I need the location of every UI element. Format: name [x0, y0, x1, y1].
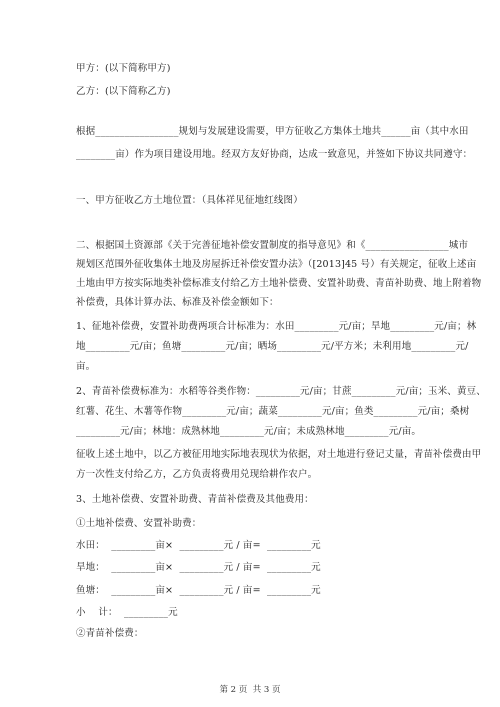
page-footer: 第 2 页 共 3 页: [219, 685, 281, 695]
section-2-line-3: 土地由甲方按实际地类补偿标准支付给乙方土地补偿费、安置补助费、青苗补助费、地上附着物: [76, 278, 482, 289]
section-2-line-2: 规划区范围外征收集体土地及房屋拆迁补偿安置办法》（[2013]45 号）有关规定，征收上述亩: [76, 259, 477, 270]
section-1-heading: 一、甲方征收乙方土地位置：（具体祥见征地红线图）: [76, 195, 303, 206]
item-2-line-2: 红薯、花生、木薯等作物_________元/亩；蔬菜_________元/亩；鱼类_________元/亩；桑树: [76, 406, 470, 417]
intro-line-2: ________亩）作为项目建设用地。经双方友好协商，达成一致意见，并签如下协议共同遵守：: [76, 149, 473, 160]
fee-row-dry-land: 旱地： _________亩× _________元 / 亩= _________元: [76, 562, 321, 573]
item-3-heading: 3、土地补偿费、安置补助费、青苗补偿费及其他费用：: [76, 494, 314, 505]
party-b-line: 乙方：(以下简称乙方): [76, 86, 171, 97]
party-a-line: 甲方：(以下简称甲方): [76, 63, 171, 74]
item-2-line-4: 征收上述土地中，以乙方被征用地实际地表现状为依据，对土地进行登记丈量，青苗补偿费由甲: [76, 449, 482, 460]
item-1-line-1: 1、征地补偿费，安置补助费两项合计标准为：水田_________元/亩；旱地_________元/亩；林: [76, 321, 477, 332]
section-2-line-1: 二、根据国土资源部《关于完善征地补偿安置制度的指导意见》和《_________________城市: [76, 240, 469, 251]
fee-row-fish-pond: 鱼塘： _________亩× _________元 / 亩= _________元: [76, 585, 321, 596]
intro-line-1: 根据_________________规划与发展建设需要，甲方征收乙方集体土地共______亩（其中水田: [76, 126, 469, 137]
sub-1-heading: ①土地补偿费、安置补助费：: [76, 518, 202, 529]
sub-2-heading: ②青苗补偿费：: [76, 628, 144, 639]
item-1-line-3: 亩。: [76, 361, 96, 372]
fee-subtotal: 小 计： _________元: [76, 607, 178, 618]
item-1-line-2: 地_________元/亩；鱼塘_________元/亩；晒场_________元/平方米；未利用地_________元/: [76, 341, 469, 352]
section-2-line-4: 补偿费，具体计算办法、标准及补偿金额如下：: [76, 297, 279, 308]
item-2-line-3: _________元/亩；林地：成熟林地_________元/亩；未成熟林地_________元/亩。: [76, 426, 422, 437]
item-2-line-1: 2、青苗补偿费标准为：水稻等谷类作物：_________元/亩；甘蔗_________元/亩；玉米、黄豆、: [76, 386, 486, 397]
item-2-line-5: 方一次性支付给乙方，乙方负责将费用兑现给耕作农户。: [76, 469, 318, 480]
fee-row-paddy: 水田： _________亩× _________元 / 亩= _________元: [76, 540, 321, 551]
